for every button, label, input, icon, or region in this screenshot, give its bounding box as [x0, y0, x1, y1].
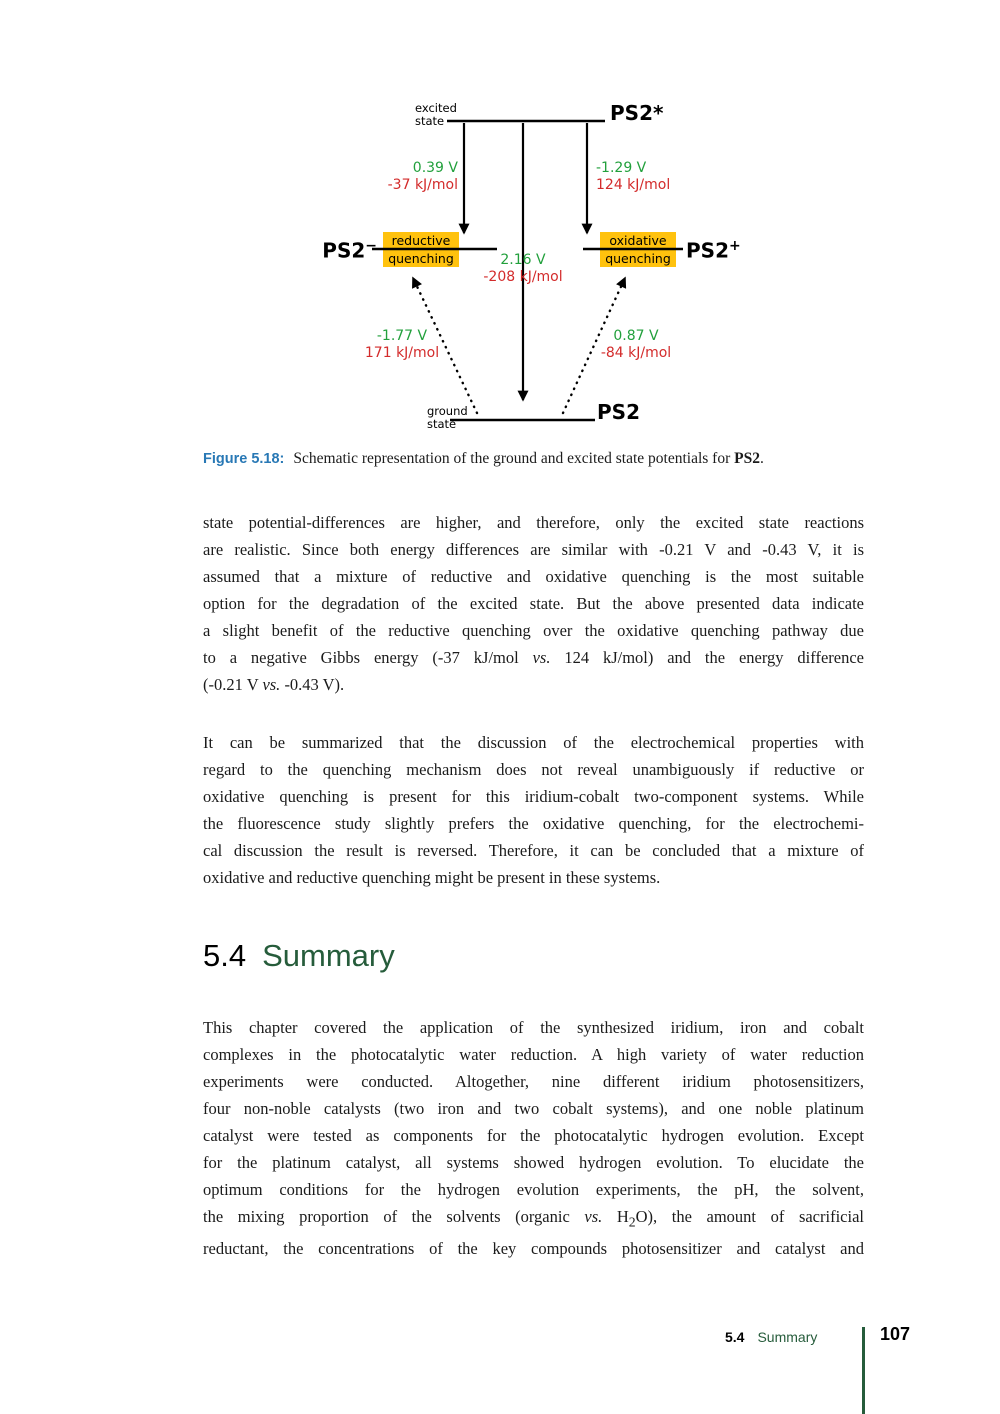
text-line: for the platinum catalyst, all systems showed hydrogen evolution. To elucidate the: [203, 1153, 864, 1172]
section-number: 5.4: [203, 938, 247, 973]
text-line: a slight benefit of the reductive quenching over the oxidative quenching pathway due: [203, 621, 864, 640]
text-line: cal discussion the result is reversed. Therefore, it can be concluded that a mixture of: [203, 841, 864, 860]
footer-section: [725, 1329, 817, 1345]
oxidized-regeneration-values: 0.87 V -84 kJ/mol: [600, 328, 672, 361]
footer-section-number: 5.4: [725, 1329, 745, 1345]
text-line: assumed that a mixture of reductive and oxidative quenching is the most suitable: [203, 567, 864, 586]
text-line: regard to the quenching mechanism does not reveal unambiguously if reductive or: [203, 760, 864, 779]
paragraph-1: [203, 509, 864, 698]
text-line: to a negative Gibbs energy (-37 kJ/mol vs. 124 kJ/mol) and the energy difference: [203, 648, 864, 667]
text-line: This chapter covered the application of the synthesized iridium, iron and cobalt: [203, 1018, 864, 1037]
paragraph-2: [203, 729, 864, 891]
text-line: It can be summarized that the discussion of the electrochemical properties with: [203, 733, 864, 752]
paragraph-3: [203, 1014, 864, 1262]
text-line: option for the degradation of the excited state. But the above presented data indicate: [203, 594, 864, 613]
reduced-regeneration-values: -1.77 V 171 kJ/mol: [364, 328, 440, 361]
text-line: complexes in the photocatalytic water reduction. A high variety of water reduction: [203, 1045, 864, 1064]
reductive-quenching-label: reductive quenching: [388, 233, 454, 266]
footer-rule: [862, 1327, 865, 1414]
ps2-minus-label: PS2−: [322, 238, 377, 263]
oxidative-quench-values: -1.29 V 124 kJ/mol: [596, 160, 671, 193]
text-line: four non-noble catalysts (two iron and two cobalt systems), and one noble platinum: [203, 1099, 864, 1118]
text-line: the fluorescence study slightly prefers the oxidative quenching, for the electrochemi-: [203, 814, 864, 833]
text-line: state potential-differences are higher, and therefore, only the excited state reactions: [203, 513, 864, 532]
figure-caption-label: Figure 5.18:: [203, 451, 285, 467]
figure-caption: [203, 449, 864, 469]
text-line: reductant, the concentrations of the key compounds photosensitizer and catalyst and: [203, 1239, 864, 1259]
text-line: (-0.21 V vs. -0.43 V).: [203, 675, 345, 694]
text-line: experiments were conducted. Altogether, nine different iridium photosensitizers,: [203, 1072, 864, 1091]
section-title: Summary: [262, 938, 395, 973]
ps2-plus-label: PS2+: [686, 238, 741, 263]
text-line: are realistic. Since both energy differences are similar with -0.21 V and -0.43 V, it is: [203, 540, 864, 559]
section-heading: [203, 938, 395, 974]
excited-state-label: excited state: [415, 101, 457, 128]
oxidative-quenching-label: oxidative quenching: [605, 233, 671, 266]
text-line: oxidative quenching is present for this iridium-cobalt two-component systems. While: [203, 787, 864, 806]
page-number: 107: [880, 1324, 911, 1344]
figure-caption-text: Schematic representation of the ground and excited state potentials for PS2.: [293, 450, 764, 467]
ground-state-label: ground state: [427, 404, 468, 431]
reductive-quench-values: 0.39 V -37 kJ/mol: [387, 160, 458, 193]
figure-diagram: [320, 95, 760, 440]
text-line: optimum conditions for the hydrogen evolution experiments, the pH, the solvent,: [203, 1180, 864, 1199]
ps2-ground-label: PS2: [597, 400, 640, 424]
text-line: the mixing proportion of the solvents (organic vs. $H_2O$), the amount of sacrificial: [203, 1207, 864, 1230]
ps2-excited-label: PS2*: [610, 101, 664, 125]
text-line: catalyst were tested as components for the photocatalytic hydrogen evolution. Except: [203, 1126, 864, 1145]
relaxation-values: 2.16 V -208 kJ/mol: [483, 252, 563, 285]
text-line: oxidative and reductive quenching might be present in these systems.: [203, 868, 661, 887]
footer-section-title: Summary: [757, 1329, 818, 1345]
